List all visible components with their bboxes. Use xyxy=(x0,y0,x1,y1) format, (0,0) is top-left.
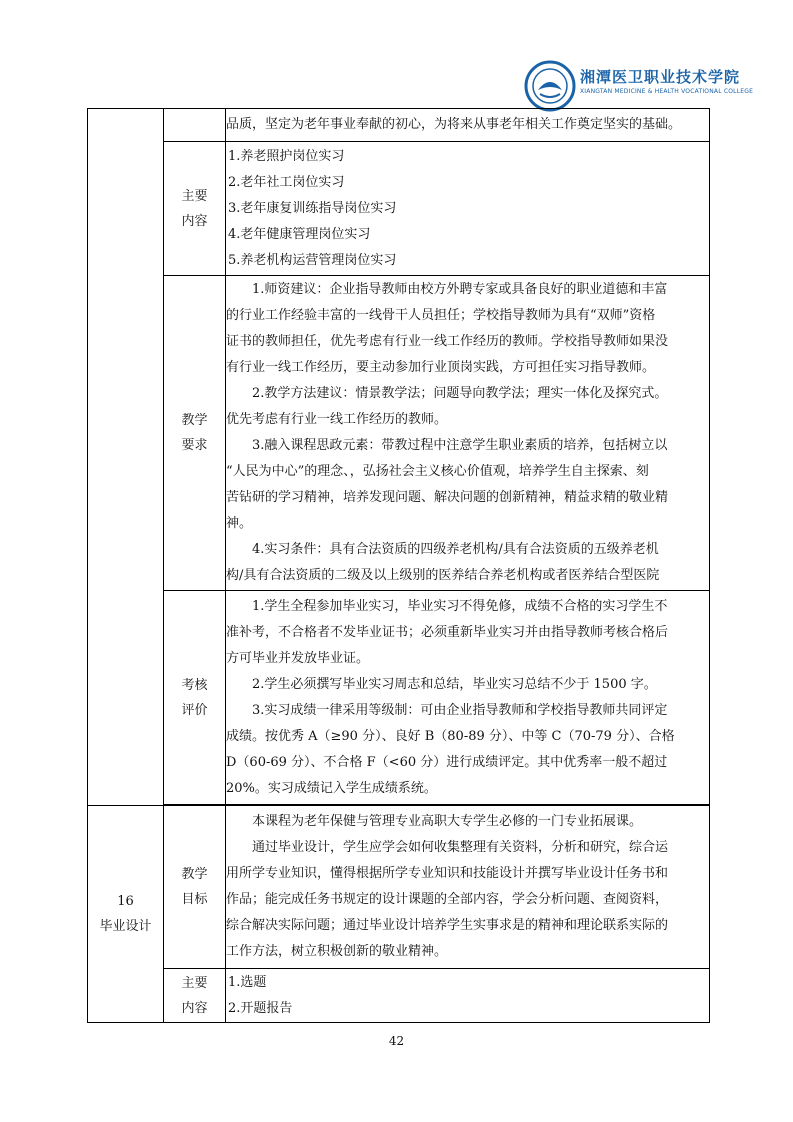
table-row xyxy=(88,806,710,969)
list-item: 2.开题报告 xyxy=(228,1000,293,1016)
course-name: 毕业设计 xyxy=(99,919,152,934)
list-item: 1.养老照护岗位实习 xyxy=(228,148,345,164)
table-row xyxy=(88,591,710,805)
page-number: 42 xyxy=(388,1034,405,1048)
text-line: 苦钻研的学习精神，培养发现问题、解决问题的创新精神，精益求精的敬业精 xyxy=(226,490,669,505)
text-line: 3.融入课程思政元素：带教过程中注意学生职业素质的培养，包括树立以 xyxy=(252,438,668,453)
list-item: 5.养老机构运营管理岗位实习 xyxy=(228,252,397,268)
table-row xyxy=(88,142,710,276)
text-line: 20%。实习成绩记入学生成绩系统。 xyxy=(226,780,437,796)
text-line: 神。 xyxy=(226,516,253,531)
teaching-requirements-text xyxy=(226,276,710,591)
text-line: 本课程为老年保健与管理专业高职大专学生必修的一门专业拓展课。 xyxy=(252,814,643,829)
assessment-text xyxy=(226,591,710,805)
list-item: 2.老年社工岗位实习 xyxy=(228,174,345,190)
label-main-content-16: 主要 内容 xyxy=(164,969,226,1023)
text-line: 综合解决实际问题；通过毕业设计培养学生实事求是的精神和理论联系实际的 xyxy=(226,918,669,933)
text-line: 方可毕业并发放毕业证。 xyxy=(226,650,370,666)
college-emblem-icon xyxy=(524,60,576,112)
text-line: 构/具有合法资质的二级及以上级别的医养结合养老机构或者医养结合型医院 xyxy=(226,568,660,583)
main-content-list-16 xyxy=(226,969,710,1023)
list-item: 1.选题 xyxy=(228,974,267,990)
teaching-goals-text xyxy=(226,806,710,969)
continuation-text-cell xyxy=(226,109,710,142)
text-line: 工作方法，树立积极创新的敬业精神。 xyxy=(226,944,448,959)
label-teaching-goals: 教学 目标 xyxy=(164,806,226,969)
logo-chinese-name: 湘潭医卫职业技术学院 xyxy=(580,68,741,86)
table-row xyxy=(88,969,710,1023)
text-line: 通过毕业设计，学生应学会如何收集整理有关资料，分析和研究，综合运 xyxy=(252,840,669,855)
table-row xyxy=(88,109,710,142)
text-line: 有行业一线工作经历，要主动参加行业顶岗实践，方可担任实习指导教师。 xyxy=(226,360,656,375)
text-line: 4.实习条件：具有合法资质的四级养老机构/具有合法资质的五级养老机 xyxy=(252,542,659,557)
text-line: 成绩。按优秀 A（≥90 分）、良好 B（80-89 分）、中等 C（70-79 分）、合格 xyxy=(226,728,675,744)
course-16-cell xyxy=(88,806,164,1023)
text-line: 证书的教师担任，优先考虑有行业一线工作经历的教师。学校指导教师如果没 xyxy=(226,334,669,349)
text-line: 3.实习成绩一律采用等级制：可由企业指导教师和学校指导教师共同评定 xyxy=(252,702,668,718)
text-line: 用所学专业知识，懂得根据所学专业知识和技能设计并撰写毕业设计任务书和 xyxy=(226,866,669,881)
text-line: 1.学生全程参加毕业实习，毕业实习不得免修，成绩不合格的实习学生不 xyxy=(252,598,668,614)
text-line: 作品；能完成任务书规定的设计课题的全部内容，学会分析问题、查阅资料， xyxy=(226,892,669,907)
logo-english-name: XIANGTAN MEDICINE & HEALTH VOCATIONAL COLLEGE xyxy=(580,88,754,95)
label-main-content: 主要 内容 xyxy=(164,142,226,276)
list-item: 3.老年康复训练指导岗位实习 xyxy=(228,200,397,216)
course-cell-prev xyxy=(88,109,164,806)
text-line: 2.学生必须撰写毕业实习周志和总结，毕业实习总结不少于 1500 字。 xyxy=(252,676,657,692)
label-cell-empty xyxy=(164,109,226,142)
label-teaching-requirements: 教学 要求 xyxy=(164,276,226,591)
label-assessment: 考核 评价 xyxy=(164,591,226,805)
text-line: D（60-69 分）、不合格 F（<60 分）进行成绩评定。其中优秀率一般不超过 xyxy=(226,754,668,770)
text-line: 1.师资建议：企业指导教师由校方外聘专家或具备良好的职业道德和丰富 xyxy=(252,282,668,297)
text-line: “人民为中心”的理念、，弘扬社会主义核心价值观，培养学生自主探索、刻 xyxy=(226,464,649,479)
text-line: 优先考虑有行业一线工作经历的教师。 xyxy=(226,412,448,427)
list-item: 4.老年健康管理岗位实习 xyxy=(228,226,371,242)
course-number: 16 xyxy=(117,894,134,909)
text-line: 2.教学方法建议：情景教学法；问题导向教学法；理实一体化及探究式。 xyxy=(252,386,668,401)
text-line: 准补考，不合格者不发毕业证书；必须重新毕业实习并由指导教师考核合格后 xyxy=(226,624,669,640)
continuation-text: 品质，坚定为老年事业奉献的初心，为将来从事老年相关工作奠定坚实的基础。 xyxy=(226,117,682,132)
course-table xyxy=(87,108,710,1023)
main-content-list xyxy=(226,142,710,276)
text-line: 的行业工作经验丰富的一线骨干人员担任；学校指导教师为具有“双师”资格 xyxy=(226,308,656,323)
table-row xyxy=(88,276,710,591)
